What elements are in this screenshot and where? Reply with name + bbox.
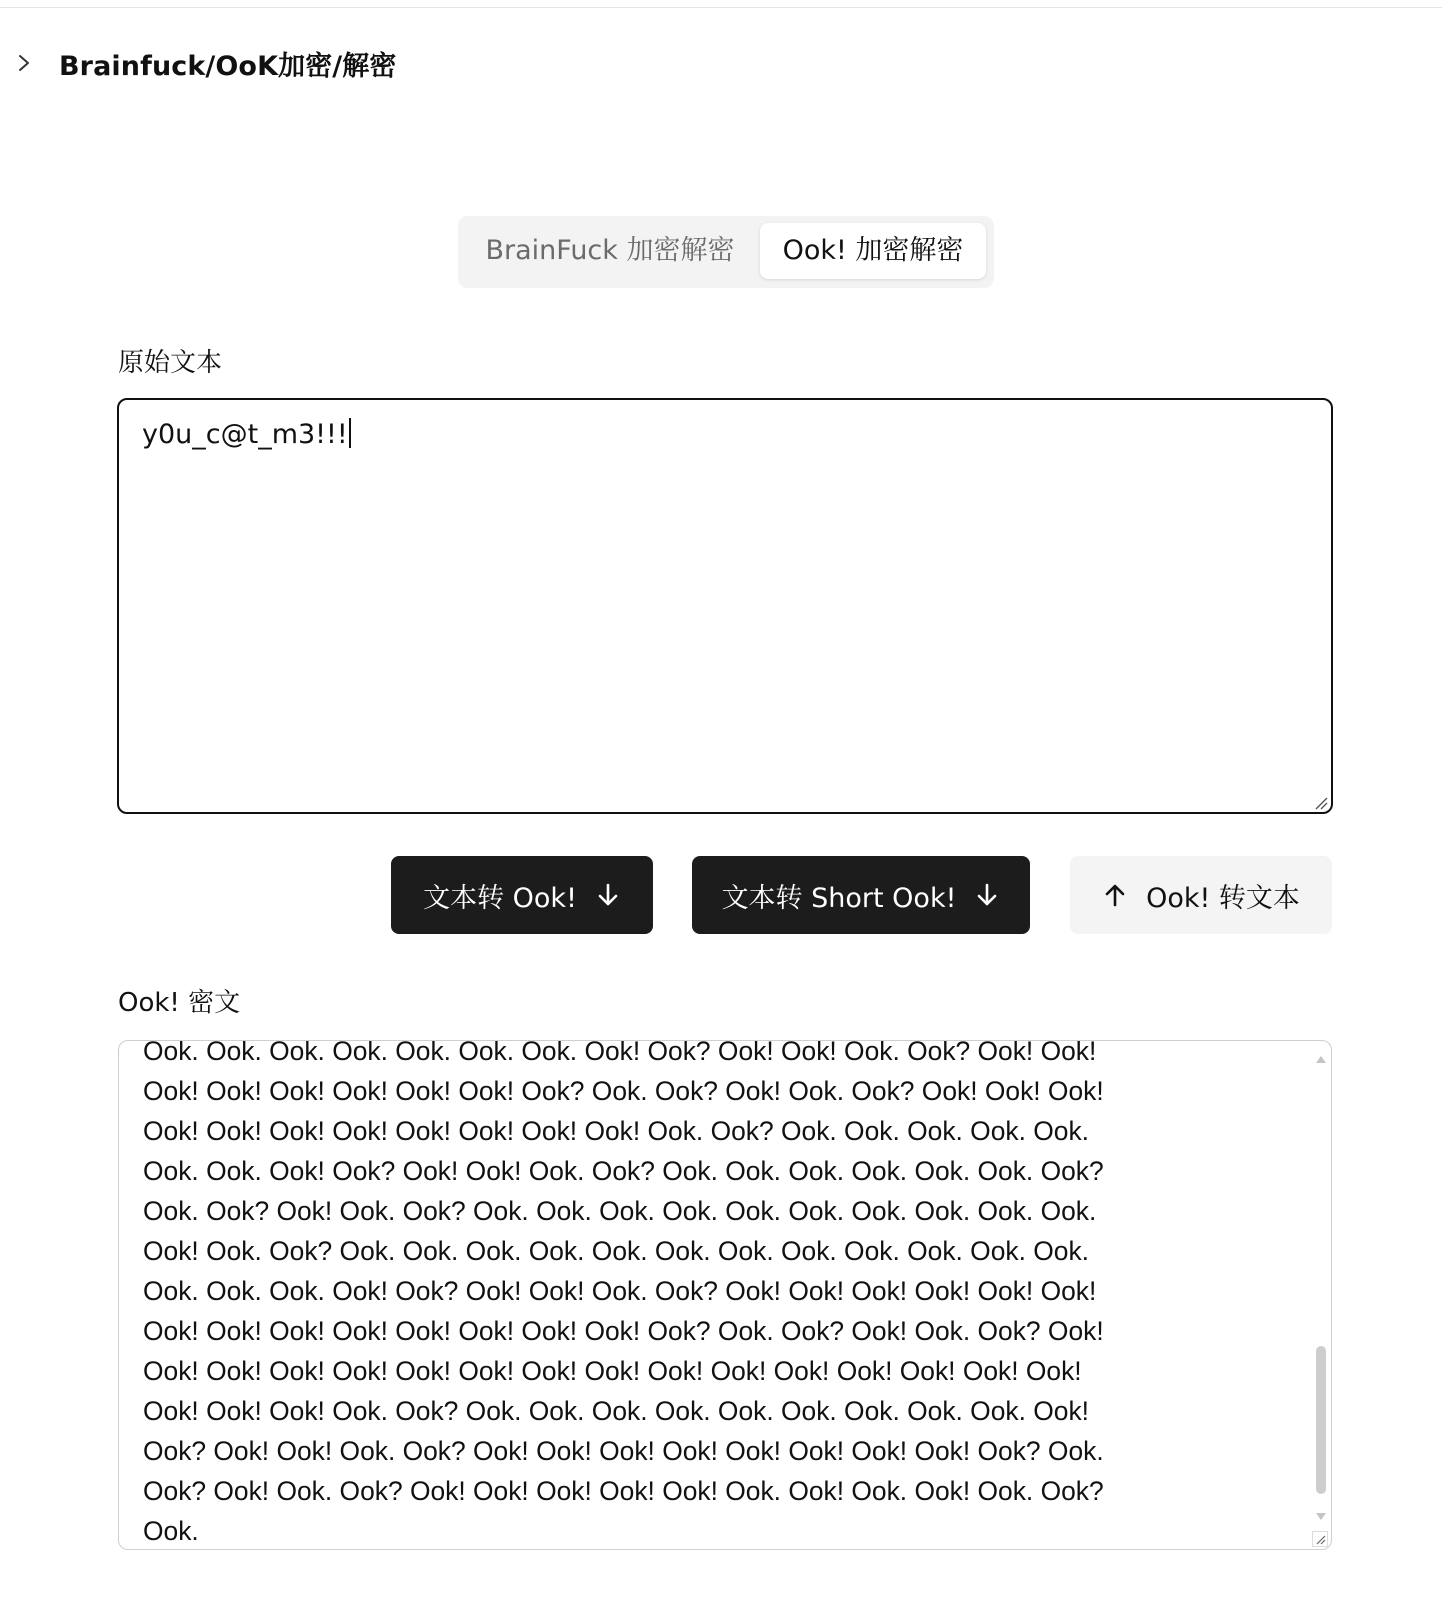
output-line: Ook! Ook. Ook? Ook. Ook. Ook. Ook. Ook. Ook. Ook. Ook. Ook. Ook. Ook. Ook. xyxy=(143,1236,1089,1266)
arrow-down-icon xyxy=(595,881,621,909)
resize-handle-icon[interactable] xyxy=(1313,795,1329,811)
output-line: Ook? Ook! Ook. Ook? Ook! Ook! Ook! Ook! Ook! Ook. Ook! Ook. Ook! Ook. Ook? xyxy=(143,1476,1104,1506)
output-label: Ook! 密文 xyxy=(118,988,241,1018)
top-divider xyxy=(0,7,1442,8)
mode-tabs xyxy=(458,216,994,288)
scrollbar-thumb[interactable] xyxy=(1316,1346,1326,1494)
source-text[interactable] xyxy=(142,418,351,450)
output-line: Ook. Ook. Ook. Ook. Ook. Ook. Ook. Ook! Ook? Ook! Ook! Ook. Ook? Ook! Ook! xyxy=(143,1040,1097,1066)
output-line: Ook! Ook! Ook! Ook. Ook? Ook. Ook. Ook. Ook. Ook. Ook. Ook. Ook. Ook. Ook! xyxy=(143,1396,1089,1426)
ook-to-text-label: Ook! 转文本 xyxy=(1146,882,1300,914)
source-textarea[interactable] xyxy=(117,398,1333,814)
output-line: Ook. Ook? Ook! Ook. Ook? Ook. Ook. Ook. Ook. Ook. Ook. Ook. Ook. Ook. Ook. xyxy=(143,1196,1097,1226)
output-line: Ook. Ook. Ook! Ook? Ook! Ook! Ook. Ook? Ook. Ook. Ook. Ook. Ook. Ook. Ook? xyxy=(143,1156,1104,1186)
scroll-down-icon[interactable] xyxy=(1314,1508,1328,1527)
text-to-short-ook-label: 文本转 Short Ook! xyxy=(721,882,957,914)
tab-brainfuck[interactable]: BrainFuck 加密解密 xyxy=(485,235,735,266)
text-to-ook-label: 文本转 Ook! xyxy=(423,882,577,914)
source-value: y0u_c@t_m3!!! xyxy=(142,419,348,450)
source-label: 原始文本 xyxy=(118,348,223,378)
text-caret xyxy=(349,418,351,448)
output-textarea[interactable] xyxy=(118,1040,1332,1550)
text-to-ook-button[interactable] xyxy=(391,856,653,934)
output-line: Ook! Ook! Ook! Ook! Ook! Ook! Ook! Ook! Ook? Ook. Ook? Ook! Ook. Ook? Ook! xyxy=(143,1316,1104,1346)
ook-to-text-button[interactable] xyxy=(1070,856,1332,934)
output-line: Ook. Ook. Ook. Ook! Ook? Ook! Ook! Ook. Ook? Ook! Ook! Ook! Ook! Ook! Ook! xyxy=(143,1276,1097,1306)
arrow-up-icon xyxy=(1102,881,1128,909)
tab-ook[interactable]: Ook! 加密解密 xyxy=(760,223,986,279)
output-text xyxy=(143,1040,1273,1550)
output-line: Ook! Ook! Ook! Ook! Ook! Ook! Ook! Ook! Ook! Ook! Ook! Ook! Ook! Ook! Ook! xyxy=(143,1356,1082,1386)
arrow-down-icon xyxy=(974,881,1000,909)
chevron-right-icon[interactable] xyxy=(14,50,34,76)
output-line: Ook? Ook! Ook! Ook. Ook? Ook! Ook! Ook! Ook! Ook! Ook! Ook! Ook! Ook? Ook. xyxy=(143,1436,1104,1466)
output-line: Ook! Ook! Ook! Ook! Ook! Ook! Ook! Ook! Ook. Ook? Ook. Ook. Ook. Ook. Ook. xyxy=(143,1116,1089,1146)
output-line: Ook. xyxy=(143,1516,199,1546)
output-line: Ook! Ook! Ook! Ook! Ook! Ook! Ook? Ook. Ook? Ook! Ook. Ook? Ook! Ook! Ook! xyxy=(143,1076,1104,1106)
scroll-up-icon[interactable] xyxy=(1314,1050,1328,1069)
text-to-short-ook-button[interactable] xyxy=(692,856,1030,934)
page-title: Brainfuck/OoK加密/解密 xyxy=(59,51,397,82)
resize-handle-icon[interactable] xyxy=(1312,1531,1328,1547)
